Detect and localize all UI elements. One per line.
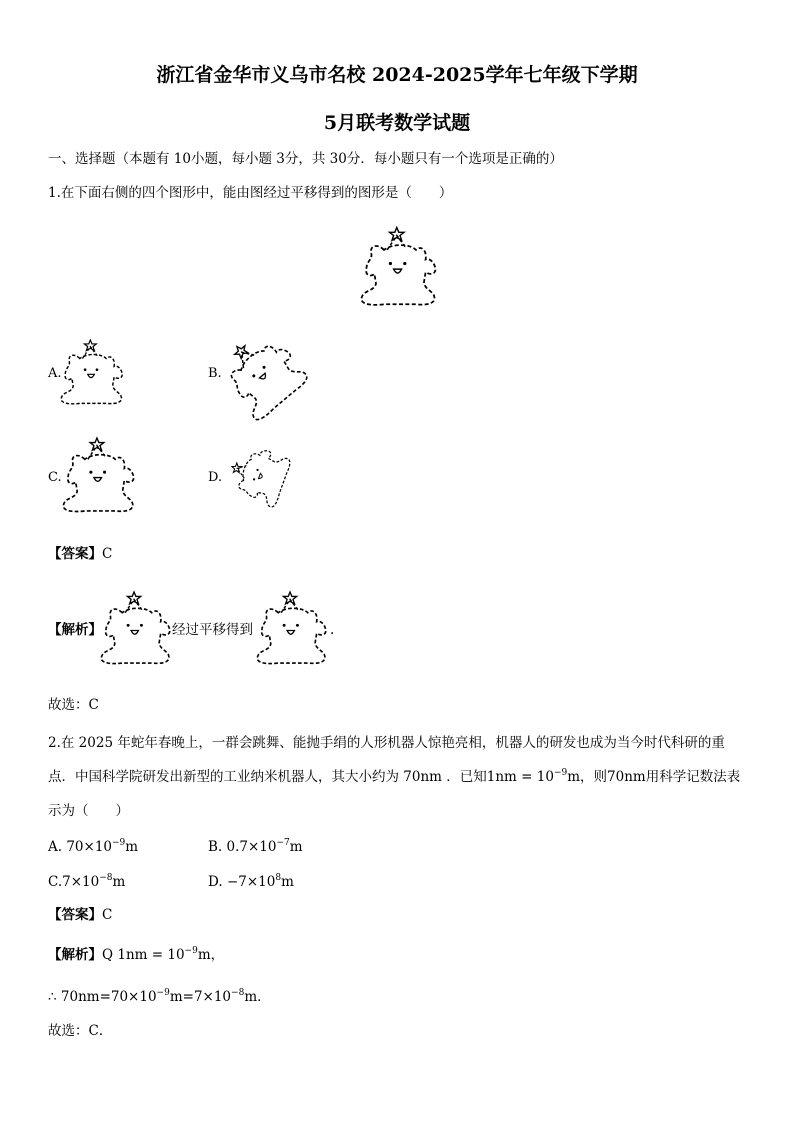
question-2-line-1: 2.在 2025 年蛇年春晚上，一群会跳舞、能抛手绢的人形机器人惊艳亮相，机器人的研发也成为当今时代科研的重 <box>48 735 725 751</box>
q2-step-a-exp: −9 <box>156 988 170 998</box>
q1-option-a-figure <box>60 332 126 414</box>
q2-analysis-exp: −9 <box>184 946 198 956</box>
q2-answer <box>48 906 112 924</box>
q2-analysis-unit: m， <box>197 947 225 963</box>
q2-option-c-base: 7×10 <box>62 874 100 890</box>
q1-analysis-label: 【解析】 <box>48 622 102 638</box>
q2-known-base: 1nm = 10 <box>486 769 554 785</box>
q2-option-d-unit: m <box>281 874 294 890</box>
q2-known-relation <box>487 769 580 785</box>
q2-analysis-label: 【解析】 <box>48 947 102 963</box>
q1-option-d-figure <box>222 446 296 502</box>
q2-analysis-step <box>48 988 271 1008</box>
q2-step-a: 70nm=70×10 <box>60 989 157 1005</box>
q1-answer-value: C <box>102 546 113 562</box>
q2-step-c: m． <box>244 989 271 1005</box>
q1-option-c-label: C. <box>48 470 62 485</box>
q2-line2-text-c: 用科学记数法表 <box>645 769 741 785</box>
section-heading: 一、选择题（本题有 10小题，每小题 3分，共 30分．每小题只有一个选项是正确的） <box>48 151 563 167</box>
q2-option-b-label: B. <box>208 839 223 855</box>
q2-option-b-exp: −7 <box>276 838 290 848</box>
q2-option-b-base: 0.7×10 <box>226 839 277 855</box>
q1-answer-label: 【答案】 <box>48 546 102 562</box>
q2-option-c-label: C. <box>48 874 63 890</box>
q2-known-exp: −9 <box>553 768 568 778</box>
q2-conclusion: 故选：C． <box>48 1023 113 1039</box>
q1-option-b-figure <box>222 336 304 410</box>
q2-option-c <box>48 873 125 893</box>
question-2-line-3: 示为（ ） <box>48 803 129 819</box>
question-2-line-2 <box>48 768 740 788</box>
q2-option-a-base: 70×10 <box>66 839 113 855</box>
document-title: 浙江省金华市义乌市名校 2024-2025学年七年级下学期 <box>156 64 638 86</box>
q2-option-a-exp: −9 <box>112 838 126 848</box>
q2-step-b: m=7×10 <box>169 989 232 1005</box>
q2-option-a-unit: m <box>125 839 139 855</box>
q1-option-d-label: D. <box>208 470 223 485</box>
q2-option-c-unit: m <box>112 874 126 890</box>
q2-step-b-exp: −8 <box>231 988 245 998</box>
q2-analysis-base: 1nm = 10 <box>117 947 185 963</box>
q2-option-d-base: −7×10 <box>226 874 276 890</box>
q1-option-b-label: B. <box>208 366 222 381</box>
q1-option-a-label: A. <box>48 366 62 381</box>
q2-option-d-label: D. <box>208 874 223 890</box>
q2-option-a-label: A. <box>48 839 63 855</box>
therefore-symbol: ∴ <box>48 989 57 1005</box>
q1-analysis-text: 经过平移得到 <box>172 622 253 638</box>
q1-reference-figure <box>360 220 440 315</box>
question-1-stem: 1.在下面右侧的四个图形中，能由图经过平移得到的图形是（ ） <box>48 185 453 201</box>
q2-option-a <box>48 838 138 858</box>
q2-answer-label: 【答案】 <box>48 907 102 923</box>
q1-analysis-period: . <box>330 622 335 638</box>
q1-option-c-figure <box>62 422 138 530</box>
q1-analysis-figure-before <box>100 580 174 678</box>
q2-option-c-exp: −8 <box>99 873 113 883</box>
q2-option-d-exp: 8 <box>275 873 282 883</box>
q2-analysis <box>48 946 224 966</box>
q2-line2-text-a: 点．中国科学院研发出新型的工业纳米机器人，其大小约为 70nm ．已知 <box>48 769 487 785</box>
q1-conclusion: 故选：C <box>48 697 99 713</box>
q2-option-b-unit: m <box>289 839 303 855</box>
q1-answer <box>48 545 112 563</box>
q2-target-value: 70nm <box>607 769 646 785</box>
q2-known-unit: m <box>567 769 581 785</box>
q2-option-b <box>208 838 303 858</box>
q2-line2-text-b: ，则 <box>580 769 608 785</box>
q1-analysis-figure-after <box>256 580 330 678</box>
document-subtitle: 5月联考数学试题 <box>323 112 471 134</box>
q2-answer-value: C <box>102 907 113 923</box>
q2-analysis-q: Q <box>102 947 114 963</box>
q2-option-d <box>208 873 294 893</box>
